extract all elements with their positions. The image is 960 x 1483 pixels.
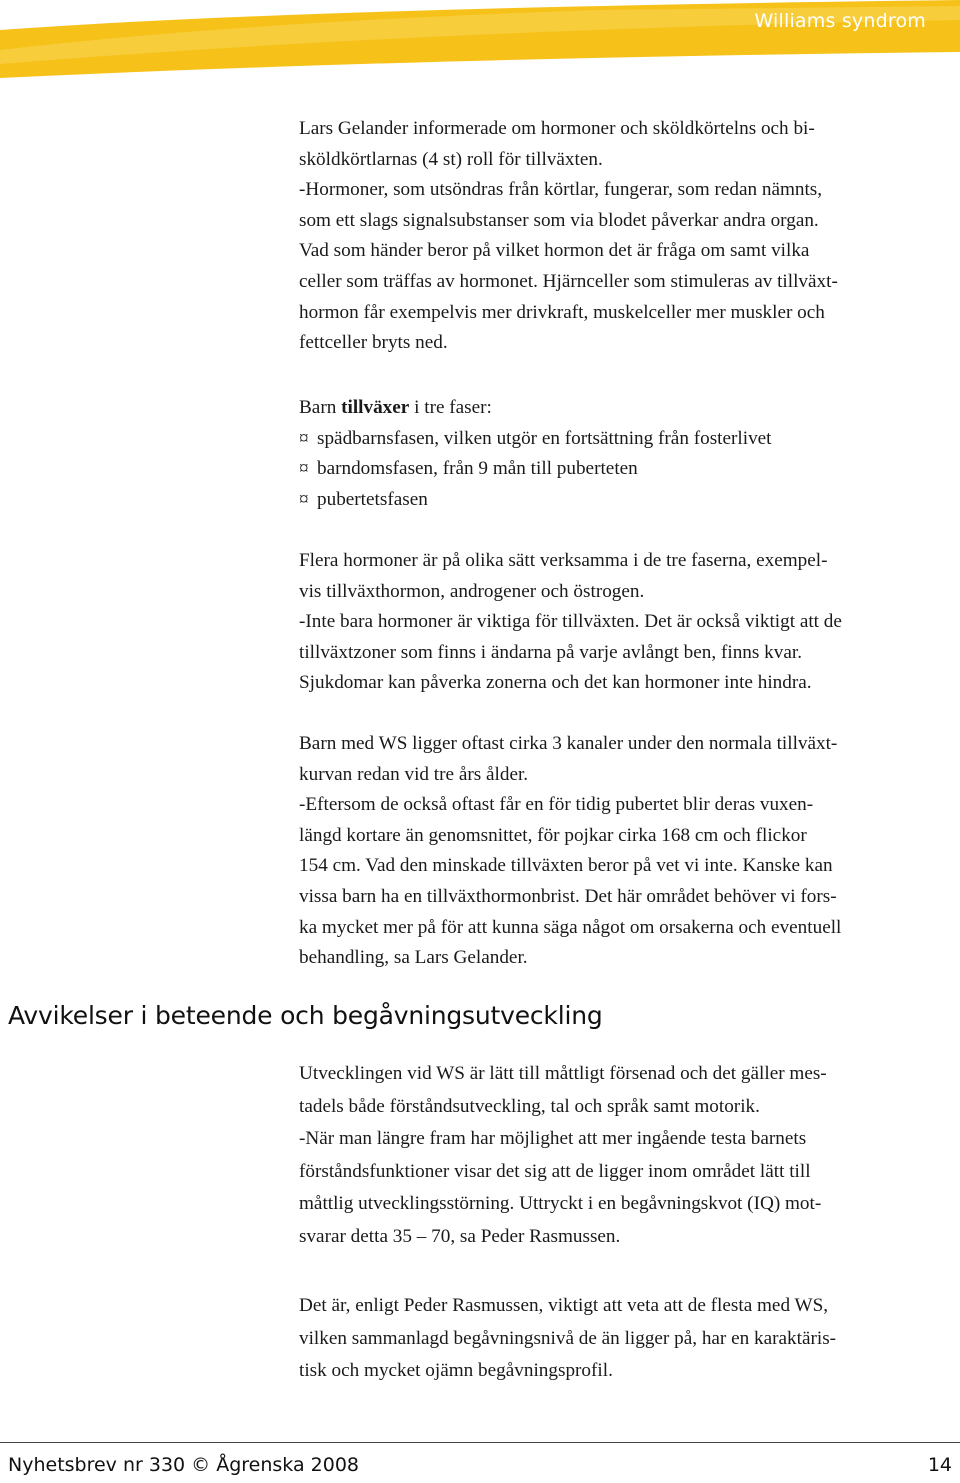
phases-intro-bold: tillväxer — [341, 397, 410, 418]
text-line: -Eftersom de också oftast får en för tidig pubertet blir deras vuxen- — [299, 794, 814, 816]
text-line: som ett slags signalsubstanser som via blodet påverkar andra organ. — [299, 209, 819, 231]
list-item-text: spädbarnsfasen, vilken utgör en fortsättning från fosterlivet — [317, 427, 772, 449]
text-line: 154 cm. Vad den minskade tillväxten beror på vet vi inte. Kanske kan — [299, 855, 833, 877]
text-line: Utvecklingen vid WS är lätt till måttligt försenad och det gäller mes- — [299, 1063, 827, 1084]
text-line: längd kortare än genomsnittet, för pojkar cirka 168 cm och flickor — [299, 824, 807, 846]
text-line: -När man längre fram har möjlighet att mer ingående testa barnets — [299, 1128, 807, 1149]
text-line: Lars Gelander informerade om hormoner och sköldkörtelns och bi- — [299, 118, 815, 139]
text-line: måttlig utvecklingsstörning. Uttryckt i en begåvningskvot (IQ) mot- — [299, 1193, 822, 1214]
ws-growth-paragraph — [299, 729, 952, 974]
bullet-icon: ¤ — [299, 488, 309, 510]
list-item — [299, 485, 952, 516]
text-line: Sjukdomar kan påverka zonerna och det kan hormoner inte hindra. — [299, 672, 812, 694]
list-item — [299, 424, 952, 455]
text-line: svarar detta 35 – 70, sa Peder Rasmussen. — [299, 1225, 621, 1247]
section-heading: Avvikelser i beteende och begåvningsutveckling — [8, 1001, 603, 1030]
page-number: 14 — [927, 1454, 952, 1476]
text-line: Flera hormoner är på olika sätt verksamma i de tre faserna, exempel- — [299, 550, 828, 571]
list-item — [299, 454, 952, 485]
text-line: kurvan redan vid tre års ålder. — [299, 763, 529, 785]
text-line: behandling, sa Lars Gelander. — [299, 947, 528, 969]
intro-paragraph — [299, 114, 952, 359]
text-line: vissa barn ha en tillväxthormonbrist. Det här området behöver vi fors- — [299, 885, 837, 907]
text-line: vilken sammanlagd begåvningsnivå de än ligger på, har en karaktäris- — [299, 1327, 837, 1349]
header-title: Williams syndrom — [754, 10, 926, 32]
text-line: Barn med WS ligger oftast cirka 3 kanaler under den normala tillväxt- — [299, 733, 838, 754]
text-line: -Hormoner, som utsöndras från körtlar, fungerar, som redan nämnts, — [299, 179, 823, 201]
text-line: Vad som händer beror på vilket hormon det är fråga om samt vilka — [299, 240, 810, 262]
rasmussen-paragraph — [299, 1290, 952, 1388]
phases-intro-text: Barn — [299, 397, 342, 418]
text-line: -Inte bara hormoner är viktiga för tillväxten. Det är också viktigt att de — [299, 611, 842, 633]
phases-intro — [299, 393, 952, 424]
text-line: fettceller bryts ned. — [299, 332, 448, 354]
footer-divider — [0, 1442, 960, 1443]
text-line: sköldkörtlarnas (4 st) roll för tillväxten. — [299, 148, 603, 170]
text-line: Det är, enligt Peder Rasmussen, viktigt att veta att de flesta med WS, — [299, 1295, 829, 1316]
bullet-icon: ¤ — [299, 427, 309, 449]
text-line: ka mycket mer på för att kunna säga något om orsakerna och eventuell — [299, 916, 842, 938]
text-line: vis tillväxthormon, androgener och östrogen. — [299, 580, 645, 602]
footer-publication: Nyhetsbrev nr 330 © Ågrenska 2008 — [8, 1454, 359, 1476]
phases-intro-text-end: i tre faser: — [409, 397, 492, 418]
text-line: tadels både förståndsutveckling, tal och språk samt motorik. — [299, 1095, 760, 1117]
text-line: celler som träffas av hormonet. Hjärnceller som stimuleras av tillväxt- — [299, 270, 838, 292]
hormones-paragraph — [299, 546, 952, 699]
list-item-text: barndomsfasen, från 9 mån till puberteten — [317, 458, 638, 480]
development-paragraph — [299, 1058, 952, 1253]
growth-phases — [299, 393, 952, 515]
bullet-icon: ¤ — [299, 458, 309, 480]
text-line: tisk och mycket ojämn begåvningsprofil. — [299, 1360, 613, 1381]
list-item-text: pubertetsfasen — [317, 488, 428, 510]
text-line: tillväxtzoner som finns i ändarna på varje avlångt ben, finns kvar. — [299, 641, 802, 663]
text-line: hormon får exempelvis mer drivkraft, muskelceller mer muskler och — [299, 301, 825, 323]
text-line: förståndsfunktioner visar det sig att de ligger inom området lätt till — [299, 1160, 811, 1182]
